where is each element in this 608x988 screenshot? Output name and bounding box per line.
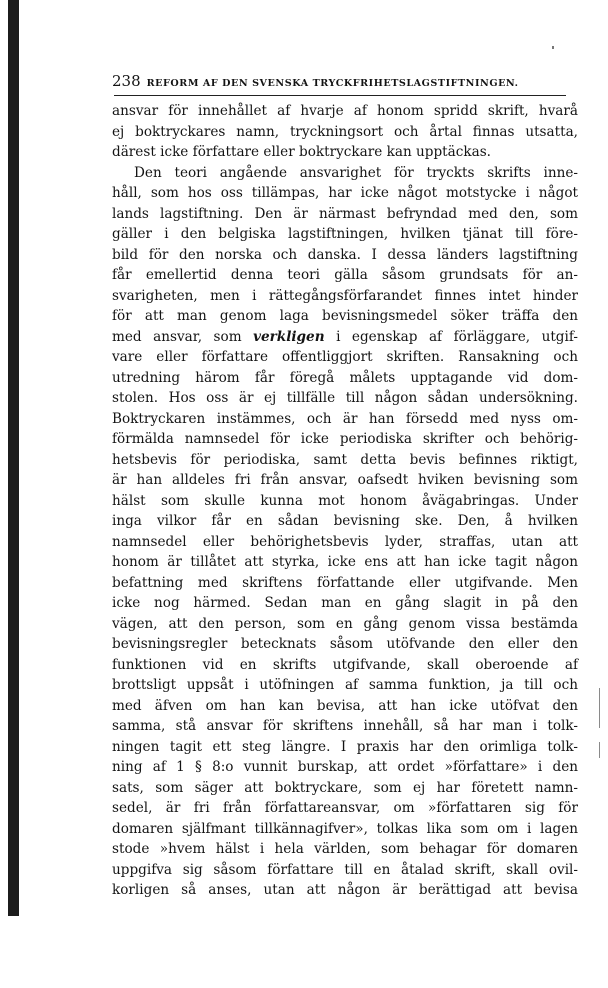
page-header xyxy=(112,72,578,92)
scan-speck xyxy=(552,46,554,49)
text-line: är han alldeles fri från ansvar, oafsedt hviken bevisning som xyxy=(112,472,578,488)
text-line: svarigheten, men i rättegångsförfarandet finnes intet hinder xyxy=(112,287,578,304)
scan-edge-mark xyxy=(599,688,600,728)
text-line: ningen tagit ett steg längre. I praxis har den orimliga tolk- xyxy=(112,738,578,755)
text-line: namnsedel eller behörighetsbevis lyder, straffas, utan att xyxy=(112,533,578,550)
text-line: Den teori angående ansvarighet för tryckts skrifts inne- xyxy=(134,164,578,181)
text-line: honom är tillåtet att styrka, icke ens att han icke tagit någon xyxy=(112,554,578,570)
text-line: förmälda namnsedel för icke periodiska skrifter och behörig- xyxy=(112,431,578,447)
text-line: därest icke författare eller boktryckare kan upptäckas. xyxy=(112,144,491,160)
text-line: för att man genom laga bevisningsmedel söker träffa den xyxy=(112,308,578,324)
text-line: stolen. Hos oss är ej tillfälle till någon sådan undersökning. xyxy=(112,390,578,406)
text-line: bild för den norska och danska. I dessa länders lagstiftning xyxy=(112,246,578,263)
text-line: befattning med skriftens författande eller utgifvande. Men xyxy=(112,574,578,591)
text-line: får emellertid denna teori gälla såsom grundsats för an- xyxy=(112,267,578,283)
scan-edge-bar xyxy=(8,0,19,916)
text-line: utredning härom får föregå målets upptagande vid dom- xyxy=(112,369,578,386)
book-page xyxy=(112,72,578,901)
text-line: icke nog härmed. Sedan man en gång slagit in på den xyxy=(112,595,578,611)
page-number: 238 xyxy=(112,72,141,90)
text-line: Boktryckaren instämmes, och är han försedd med nyss om- xyxy=(112,410,578,427)
text-line: ansvar för innehållet af hvarje af honom spridd skrift, hvarå xyxy=(112,103,578,119)
running-title: REFORM AF DEN SVENSKA TRYCKFRIHETSLAGSTIFTNINGEN. xyxy=(146,78,519,89)
text-line: lands lagstiftning. Den är närmast befryndad med den, som xyxy=(112,205,578,222)
text-line: vägen, att den person, som en gång genom vissa bestämda xyxy=(112,615,578,632)
text-line: inga vilkor får en sådan bevisning ske. Den, å hvilken xyxy=(112,513,578,529)
emphasized-word: verkligen xyxy=(253,328,325,345)
text-line: med äfven om han kan bevisa, att han icke utöfvat den xyxy=(112,697,578,714)
text-fragment: med ansvar, som xyxy=(112,328,242,345)
text-line: samma, stå ansvar för skriftens innehåll, så har man i tolk- xyxy=(112,718,578,734)
text-line: korligen så anses, utan att någon är berättigad att bevisa xyxy=(112,882,578,898)
text-line: vare eller författare offentliggjort skriften. Ransakning och xyxy=(112,349,578,365)
text-line: bevisningsregler betecknats såsom utöfvande den eller den xyxy=(112,636,578,652)
text-line-mixed xyxy=(112,327,578,348)
text-line: ej boktryckares namn, tryckningsort och årtal finnas utsatta, xyxy=(112,123,578,140)
text-fragment: i egenskap af förläggare, utgif- xyxy=(336,328,578,345)
text-line: sedel, är fri från författareansvar, om »författaren sig för xyxy=(112,800,578,816)
text-line: domaren själfmant tillkännagifver», tolkas lika som om i lagen xyxy=(112,820,578,837)
text-line: funktionen vid en skrifts utgifvande, skall oberoende af xyxy=(112,656,578,673)
header-rule xyxy=(114,95,566,96)
text-line: ning af 1 § 8:o vunnit burskap, att ordet »författare» i den xyxy=(112,759,578,775)
text-line: gäller i den belgiska lagstiftningen, hvilken tjänat till före- xyxy=(112,226,578,242)
body-text xyxy=(112,101,578,901)
scan-edge-mark xyxy=(599,742,600,758)
text-line: stode »hvem hälst i hela världen, som behagar för domaren xyxy=(112,841,578,857)
text-line: hetsbevis för periodiska, samt detta bevis befinnes riktigt, xyxy=(112,451,578,468)
text-line: uppgifva sig såsom författare till en åtalad skrift, skall ovil- xyxy=(112,861,578,878)
text-line: brottsligt uppsåt i utöfningen af samma funktion, ja till och xyxy=(112,677,578,693)
text-line: hälst som skulle kunna mot honom åvägabringas. Under xyxy=(112,492,578,509)
text-line: sats, som säger att boktryckare, som ej har företett namn- xyxy=(112,779,578,796)
text-line: håll, som hos oss tillämpas, har icke något motstycke i något xyxy=(112,185,578,201)
